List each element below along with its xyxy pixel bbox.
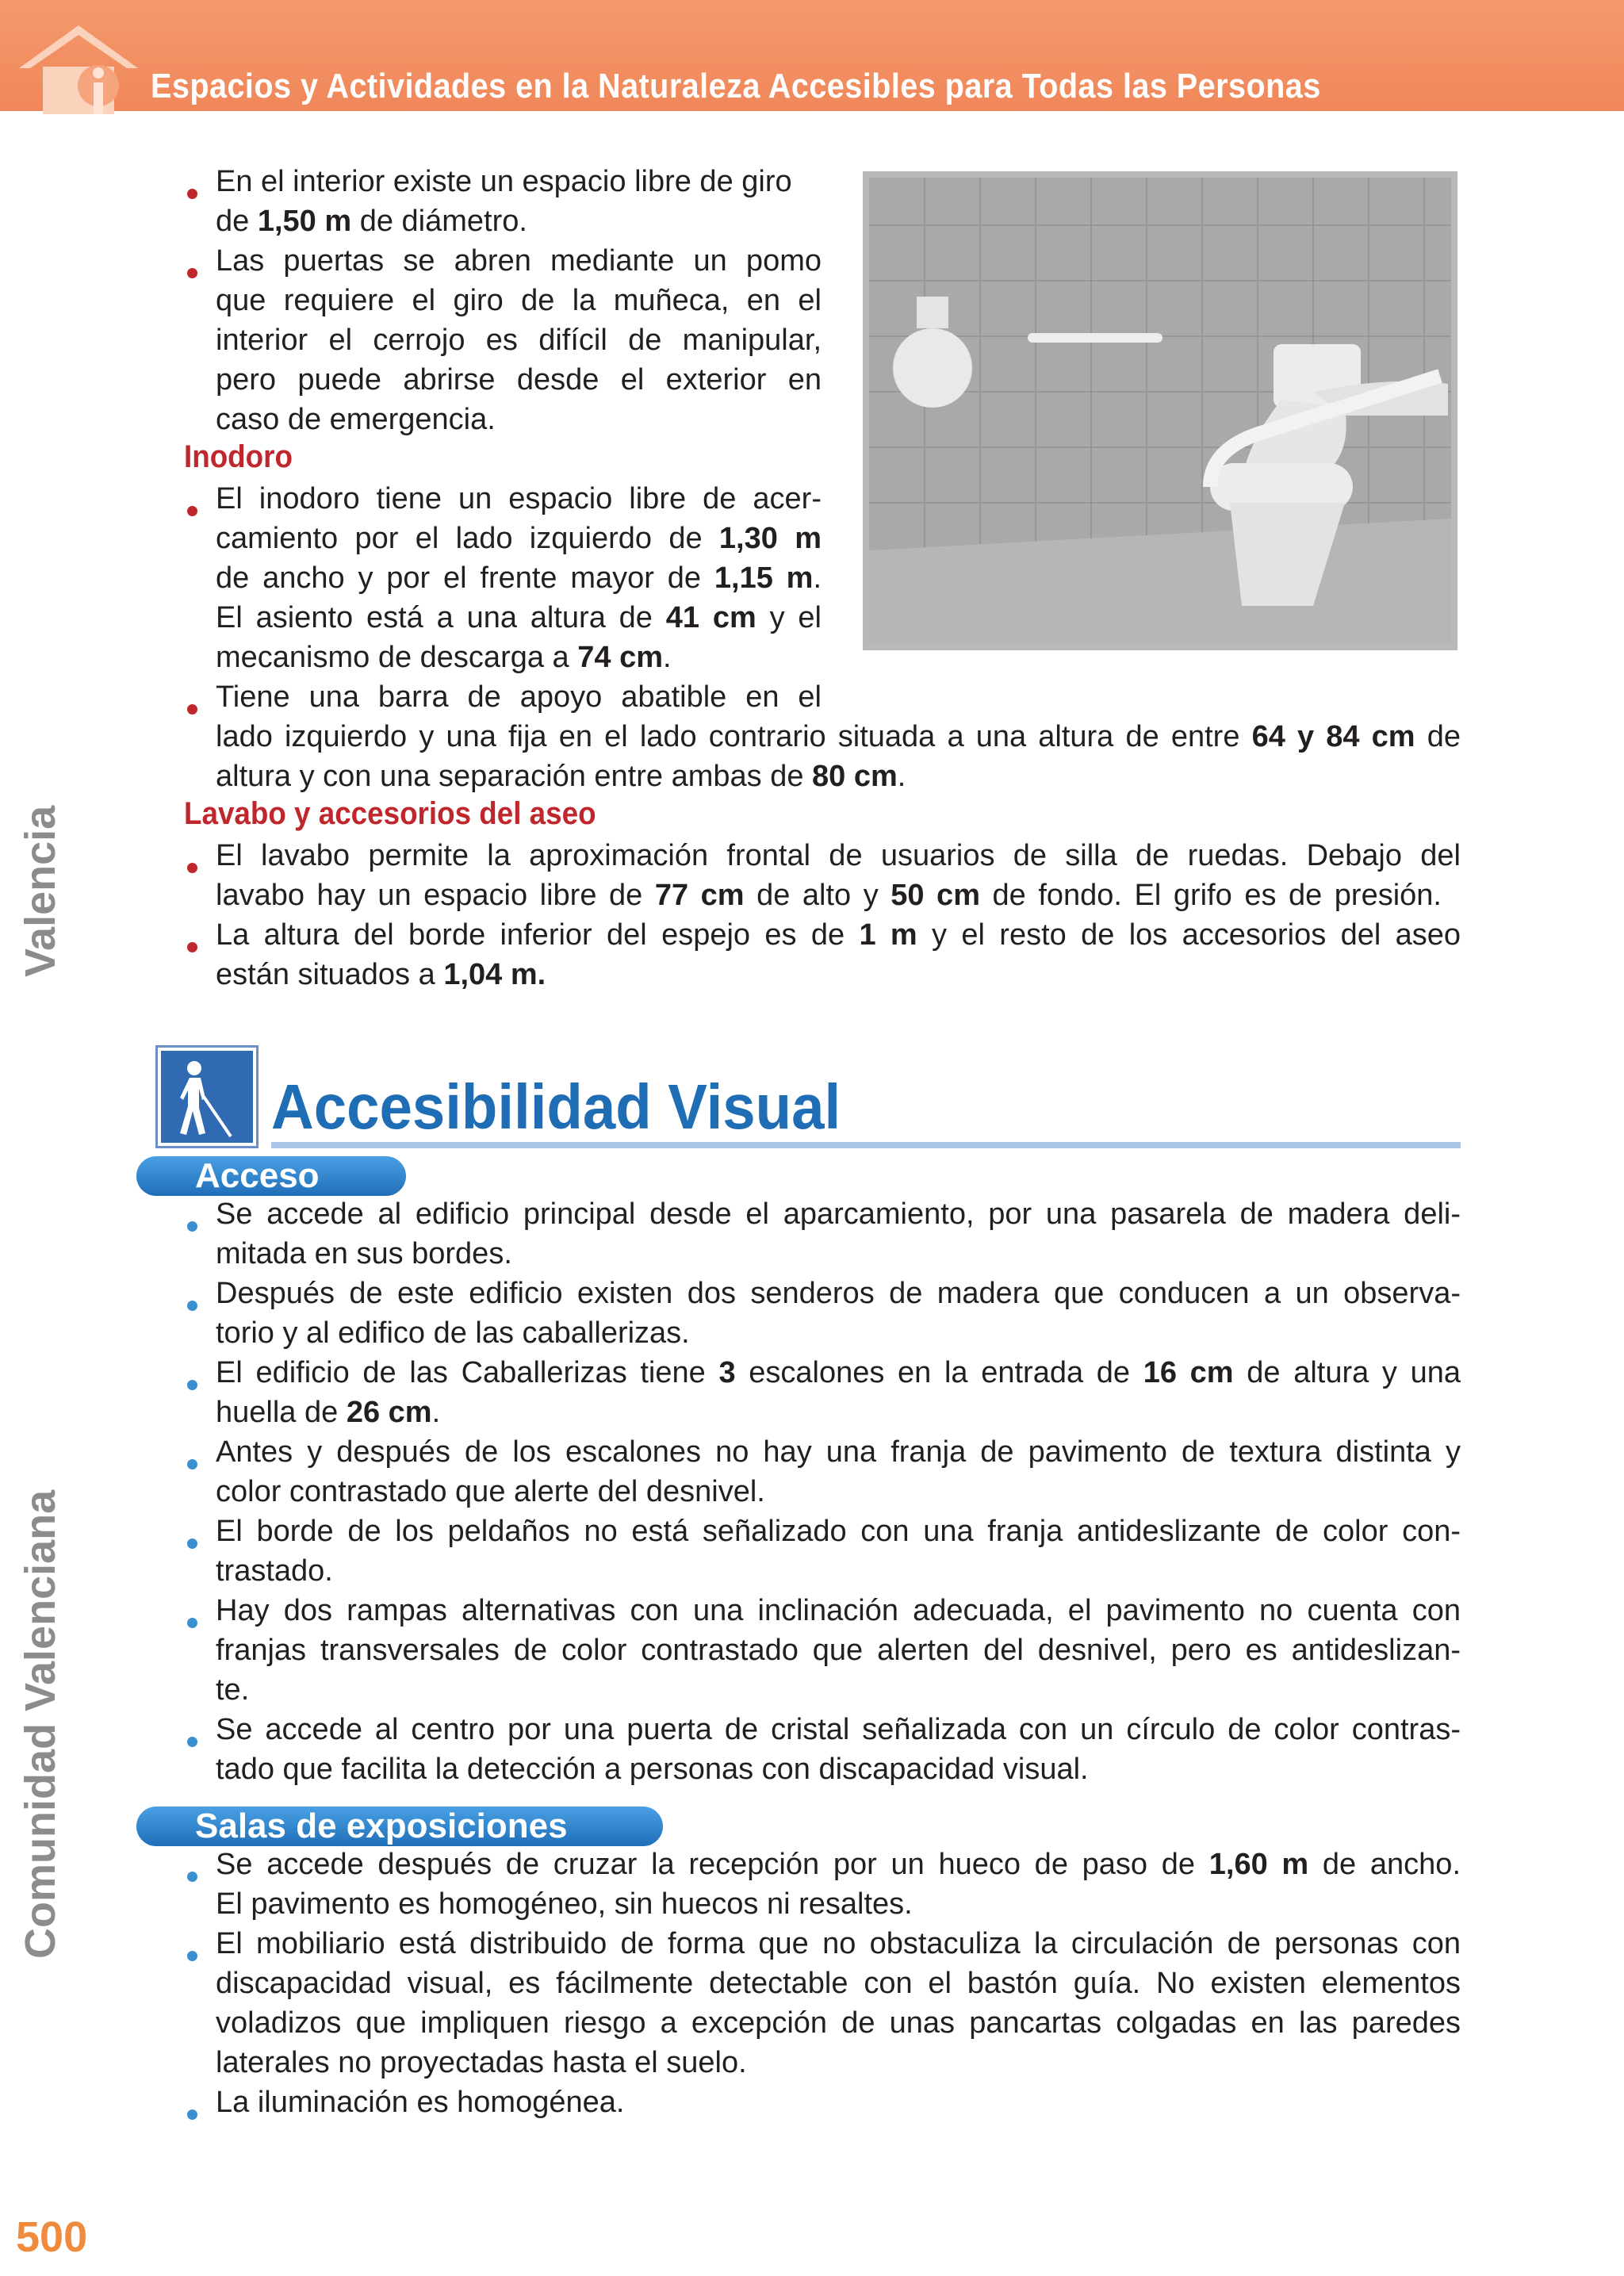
bullet (187, 863, 197, 873)
text-line: altura y con una separación entre ambas de 80 cm. (216, 760, 906, 793)
text-line: mitada en sus bordes. (216, 1237, 512, 1270)
text-line: El pavimento es homogéneo, sin huecos ni resaltes. (216, 1887, 913, 1921)
bullet (187, 1380, 197, 1390)
section-divider (271, 1142, 1461, 1148)
text-line: lavabo hay un espacio libre de 77 cm de alto y 50 cm de fondo. El grifo es de presión. (216, 879, 1442, 912)
text-line: En el interior existe un espacio libre de giro (216, 165, 792, 198)
subheading-inodoro: Inodoro (184, 439, 293, 474)
side-label-region: Valencia (17, 805, 64, 977)
subheading-acceso (136, 1156, 406, 1196)
salas-label: Salas de exposiciones (195, 1807, 568, 1845)
text-line: El asiento está a una altura de 41 cm y el (216, 601, 822, 634)
bullet (187, 1538, 197, 1549)
text-line: lado izquierdo y una fija en el lado contrario situada a una altura de entre 64 y 84 cm de (216, 720, 1461, 753)
text-line: discapacidad visual, es fácilmente detectable con el bastón guía. No existen elementos (216, 1967, 1461, 2000)
bullet (187, 1221, 197, 1232)
text-line: Hay dos rampas alternativas con una inclinación adecuada, el pavimento no cuenta con (216, 1594, 1461, 1627)
text-line: trastado. (216, 1554, 333, 1588)
text-line: La iluminación es homogénea. (216, 2086, 625, 2119)
text-line: Las puertas se abren mediante un pomo (216, 244, 822, 278)
subheading-lavabo: Lavabo y accesorios del aseo (184, 796, 596, 831)
bullet (187, 1459, 197, 1469)
text-line: caso de emergencia. (216, 403, 496, 436)
bullet (187, 189, 197, 199)
text-line: El borde de los peldaños no está señalizado con una franja antideslizante de color con- (216, 1515, 1461, 1548)
blind-person-cane-icon (155, 1045, 259, 1148)
bullet (187, 1951, 197, 1961)
text-line: Tiene una barra de apoyo abatible en el (216, 680, 822, 714)
text-line: camiento por el lado izquierdo de 1,30 m (216, 522, 822, 555)
text-line: El lavabo permite la aproximación frontal de usuarios de silla de ruedas. Debajo del (216, 839, 1461, 872)
text-line: Se accede al edificio principal desde el aparcamiento, por una pasarela de madera deli- (216, 1197, 1461, 1231)
bullet (187, 2109, 197, 2120)
accessible-toilet-photo (863, 171, 1457, 650)
bullet (187, 506, 197, 516)
text-line: te. (216, 1673, 250, 1707)
text-line: torio y al edifico de las caballerizas. (216, 1316, 690, 1350)
subheading-salas (136, 1807, 663, 1846)
text-line: color contrastado que alerte del desnivel. (216, 1475, 765, 1508)
text-line: Después de este edificio existen dos senderos de madera que conducen a un observa- (216, 1277, 1461, 1310)
bullet (187, 1872, 197, 1882)
text-line: voladizos que impliquen riesgo a excepción de unas pancartas colgadas en las paredes (216, 2006, 1461, 2040)
text-line: pero puede abrirse desde el exterior en (216, 363, 822, 397)
section-title: Accesibilidad Visual (271, 1071, 841, 1142)
text-line: tado que facilita la detección a personas con discapacidad visual. (216, 1753, 1089, 1786)
bullet (187, 1301, 197, 1311)
bullet (187, 704, 197, 715)
header-title: Espacios y Actividades en la Naturaleza Accesibles para Todas las Personas (151, 67, 1321, 105)
house-info-icon (11, 21, 146, 114)
toilet-photo-illustration (869, 178, 1451, 644)
text-line: que requiere el giro de la muñeca, en el (216, 284, 822, 317)
text-line: Se accede después de cruzar la recepción por un hueco de paso de 1,60 m de ancho. (216, 1848, 1461, 1881)
text-line: de ancho y por el frente mayor de 1,15 m. (216, 561, 822, 595)
text-line: La altura del borde inferior del espejo es de 1 m y el resto de los accesorios del aseo (216, 918, 1461, 952)
text-line: El inodoro tiene un espacio libre de acer- (216, 482, 822, 515)
text-line: Se accede al centro por una puerta de cristal señalizada con un círculo de color contras- (216, 1713, 1461, 1746)
acceso-label: Acceso (195, 1156, 320, 1195)
text-line: interior el cerrojo es difícil de manipular, (216, 324, 822, 357)
text-line: mecanismo de descarga a 74 cm. (216, 641, 672, 674)
bullet (187, 942, 197, 952)
text-line: laterales no proyectadas hasta el suelo. (216, 2046, 747, 2079)
text-line: El edificio de las Caballerizas tiene 3 escalones en la entrada de 16 cm de altura y una (216, 1356, 1461, 1389)
page-header (0, 0, 1624, 111)
text-line: de 1,50 m de diámetro. (216, 205, 527, 238)
bullet (187, 1618, 197, 1628)
text-line: están situados a 1,04 m. (216, 958, 546, 991)
bullet (187, 1737, 197, 1747)
bullet (187, 268, 197, 278)
text-line: franjas transversales de color contrastado que alerten del desnivel, pero es antideslizan- (216, 1634, 1461, 1667)
text-line: Antes y después de los escalones no hay una franja de pavimento de textura distinta y (216, 1435, 1461, 1469)
page-number: 500 (16, 2213, 88, 2261)
side-label-community: Comunidad Valenciana (17, 1489, 64, 1959)
text-line: huella de 26 cm. (216, 1396, 441, 1429)
text-line: El mobiliario está distribuido de forma que no obstaculiza la circulación de personas con (216, 1927, 1461, 1960)
